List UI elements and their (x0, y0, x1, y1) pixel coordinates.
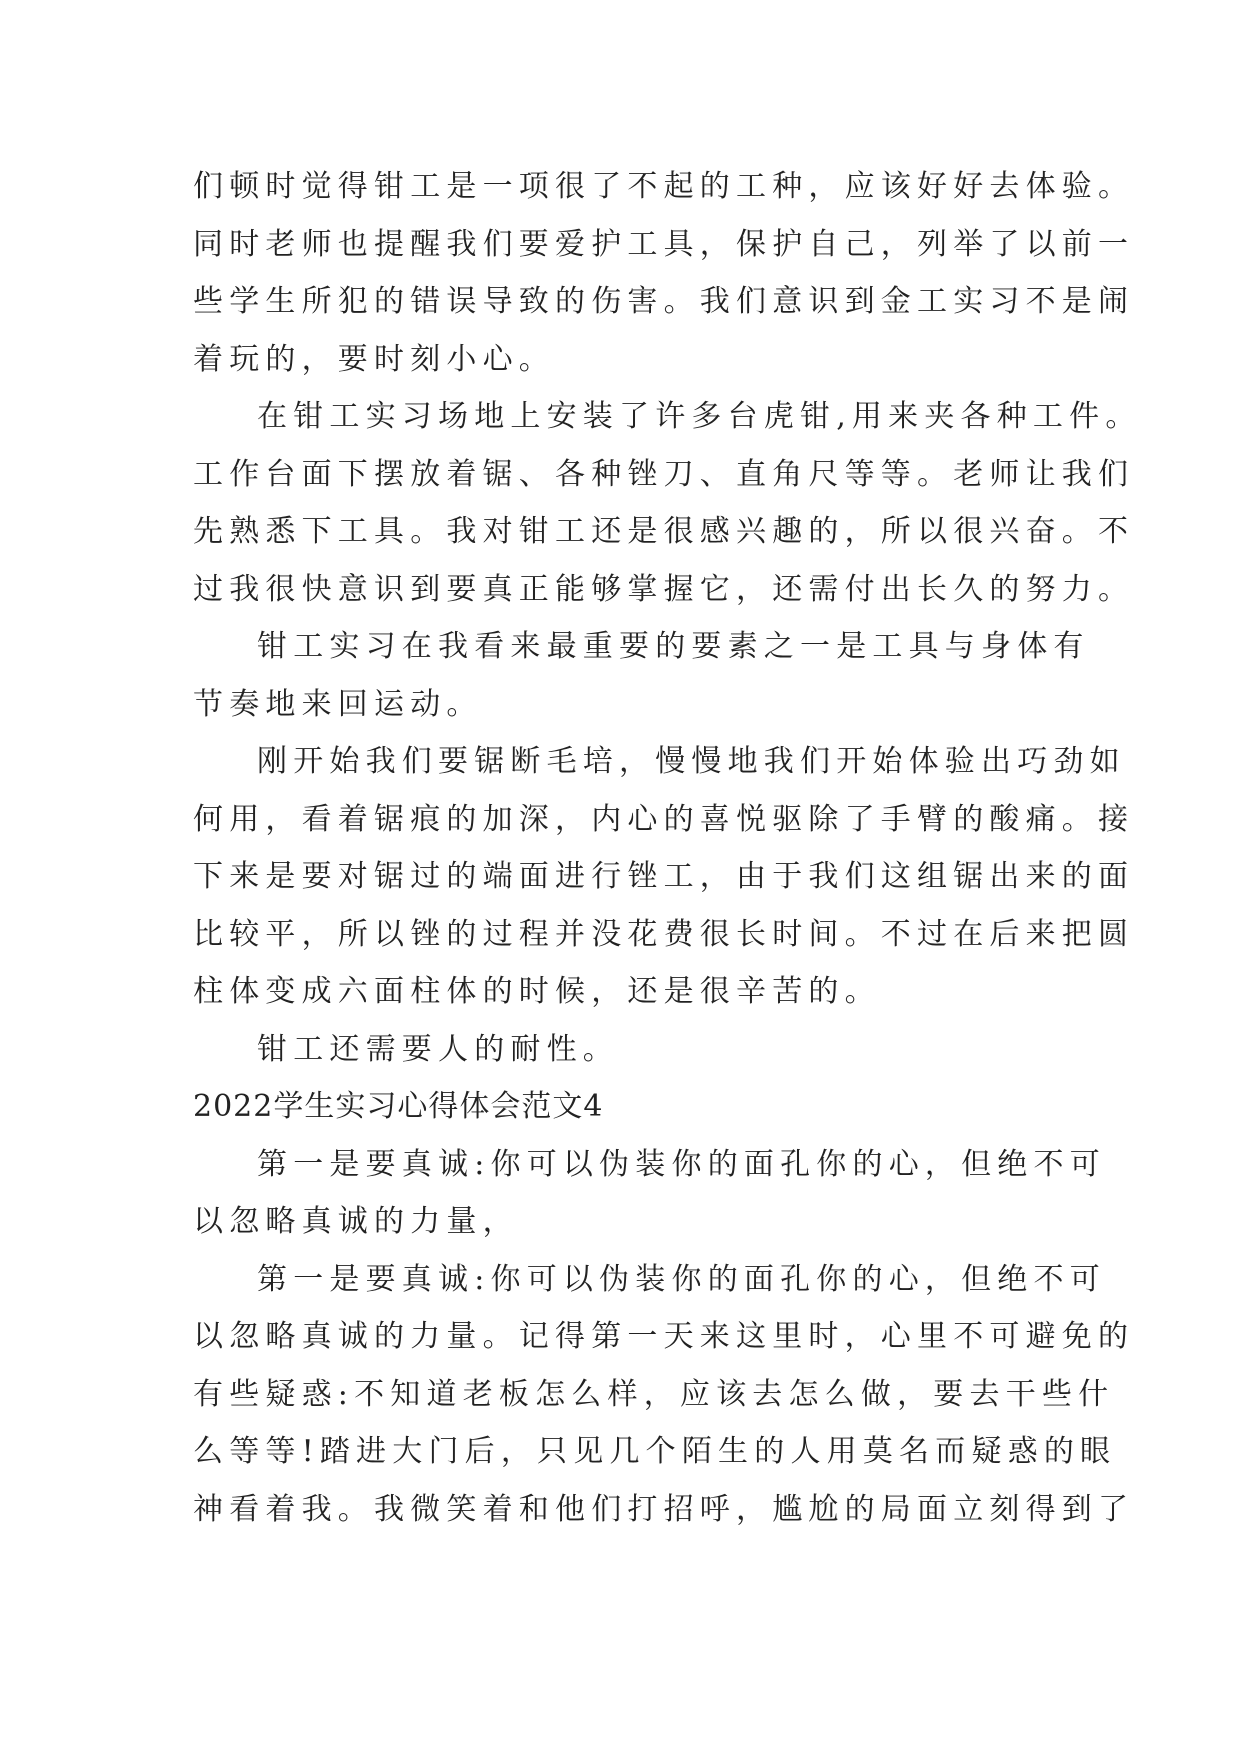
text-line: 些学生所犯的错误导致的伤害。我们意识到金工实习不是闹 (193, 284, 1135, 319)
paragraph-first-line: 钳工实习在我看来最重要的要素之一是工具与身体有 (257, 629, 1090, 664)
text-line: 节奏地来回运动。 (193, 686, 483, 722)
text-line: 们顿时觉得钳工是一项很了不起的工种，应该好好去体验。 (193, 169, 1135, 204)
paragraph-first-line: 第一是要真诚:你可以伪装你的面孔你的心，但绝不可 (257, 1261, 1106, 1297)
document-body (193, 158, 1142, 1538)
text-line: 先熟悉下工具。我对钳工还是很感兴趣的，所以很兴奋。不 (193, 514, 1135, 549)
text-line: 何用，看着锯痕的加深，内心的喜悦驱除了手臂的酸痛。接 (193, 801, 1135, 837)
text-line: 神看着我。我微笑着和他们打招呼，尴尬的局面立刻得到了 (193, 1491, 1135, 1527)
text-line: 么等等!踏进大门后，只见几个陌生的人用莫名而疑惑的眼 (193, 1434, 1117, 1469)
text-line: 比较平，所以锉的过程并没花费很长时间。不过在后来把圆 (193, 916, 1135, 952)
paragraph-first-line: 刚开始我们要锯断毛培，慢慢地我们开始体验出巧劲如 (257, 744, 1126, 779)
text-line: 工作台面下摆放着锯、各种锉刀、直角尺等等。老师让我们 (193, 456, 1135, 492)
text-line: 有些疑惑:不知道老板怎么样，应该去怎么做，要去干些什 (193, 1376, 1115, 1412)
text-line: 以忽略真诚的力量， (193, 1204, 519, 1239)
text-line: 柱体变成六面柱体的时候，还是很辛苦的。 (193, 974, 881, 1009)
section-heading: 2022学生实习心得体会范文4 (193, 1089, 604, 1124)
paragraph-first-line: 第一是要真诚:你可以伪装你的面孔你的心，但绝不可 (257, 1146, 1106, 1182)
text-line: 下来是要对锯过的端面进行锉工，由于我们这组锯出来的面 (193, 859, 1135, 894)
text-line: 着玩的，要时刻小心。 (193, 341, 555, 377)
text-line: 过我很快意识到要真正能够掌握它，还需付出长久的努力。 (193, 571, 1135, 607)
paragraph-first-line: 钳工还需要人的耐性。 (257, 1031, 619, 1067)
text-line: 以忽略真诚的力量。记得第一天来这里时，心里不可避免的 (193, 1319, 1135, 1354)
text-line: 同时老师也提醒我们要爱护工具，保护自己，列举了以前一 (193, 226, 1135, 262)
paragraph-first-line: 在钳工实习场地上安装了许多台虎钳,用来夹各种工件。 (257, 399, 1142, 434)
